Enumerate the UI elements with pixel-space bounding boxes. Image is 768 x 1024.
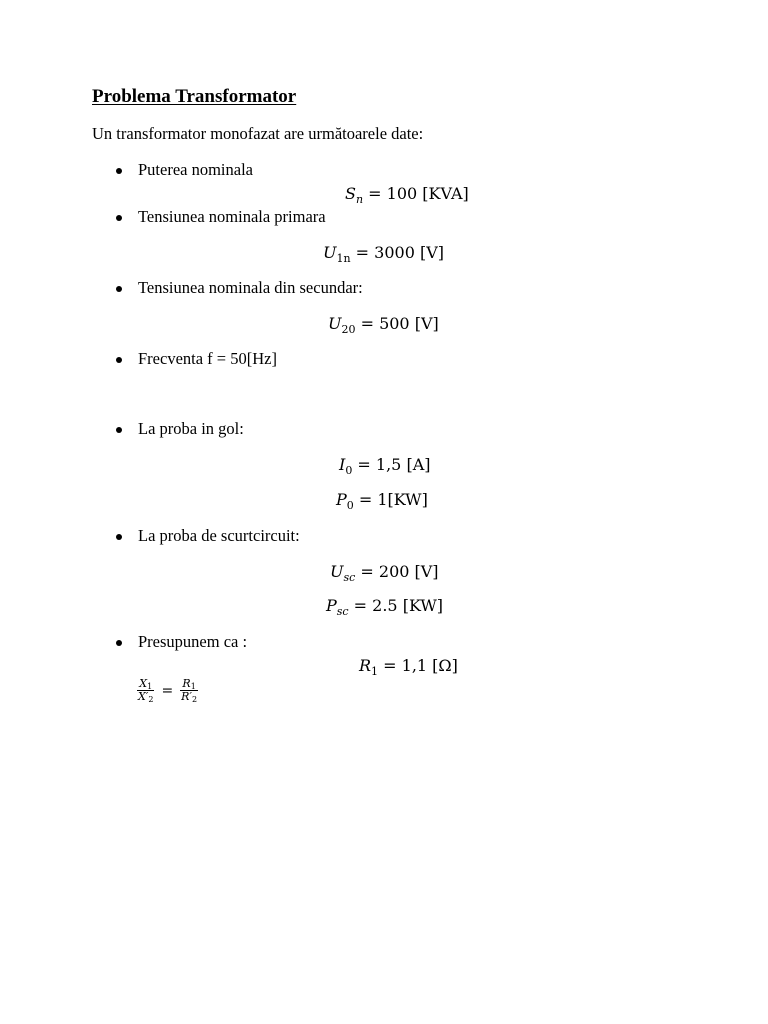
p0-symbol: P [336, 490, 347, 509]
power-symbol: S [345, 184, 356, 203]
ratio-left-num: X [139, 677, 148, 690]
ratio-equals: = [161, 682, 174, 699]
u1n-label: Tensiunea nominala primara [138, 207, 326, 226]
ratio-right-num-sub: 1 [190, 682, 196, 691]
bullet-icon [116, 640, 122, 646]
ratio-left-den: X′ [138, 690, 149, 703]
psc-sub: sc [336, 605, 349, 618]
p0-equation [336, 490, 428, 512]
power-label: Puterea nominala [138, 160, 254, 179]
ratio-equation [137, 678, 198, 703]
usc-equation [330, 562, 439, 584]
power-sub: n [355, 193, 364, 206]
bullet-icon [116, 427, 122, 433]
intro-text: Un transformator monofazat are următoarele date: [92, 124, 424, 143]
ratio-right-num: R [182, 677, 191, 690]
power-rhs: = 100 [KVA] [368, 184, 469, 203]
r1-rhs: = 1,1 [Ω] [383, 656, 458, 675]
r1-symbol: R [359, 656, 372, 675]
i0-sub: 0 [345, 464, 353, 477]
u1n-equation [323, 243, 445, 265]
bullet-icon [116, 286, 122, 292]
ratio-left-den-sub: 2 [148, 695, 154, 704]
usc-rhs: = 200 [V] [360, 562, 439, 581]
u20-sub: 20 [341, 323, 356, 336]
page-title: Problema Transformator [92, 86, 297, 107]
i0-rhs: = 1,5 [A] [357, 455, 431, 474]
ratio-right-den: R′ [181, 690, 192, 703]
bullet-icon [116, 534, 122, 540]
short-circuit-label: La proba de scurtcircuit: [138, 526, 300, 545]
ratio-left-num-sub: 1 [147, 682, 153, 691]
u1n-symbol: U [323, 243, 337, 262]
bullet-icon [116, 168, 122, 174]
u20-symbol: U [328, 314, 342, 333]
psc-equation [326, 596, 444, 618]
r1-sub: 1 [371, 665, 379, 678]
u1n-sub: 1n [336, 252, 351, 265]
ratio-right-fraction [180, 678, 198, 703]
usc-symbol: U [330, 562, 344, 581]
bullet-icon [116, 357, 122, 363]
power-equation [345, 184, 469, 206]
no-load-label: La proba in gol: [138, 419, 244, 438]
psc-rhs: = 2.5 [KW] [353, 596, 444, 615]
i0-symbol: I [339, 455, 346, 474]
r1-equation [359, 656, 458, 678]
ratio-left-fraction [137, 678, 154, 703]
frequency-label: Frecventa f = 50[Hz] [138, 349, 277, 368]
u20-equation [328, 314, 439, 336]
p0-sub: 0 [346, 499, 354, 512]
usc-sub: sc [343, 571, 356, 584]
i0-equation [339, 455, 431, 477]
u1n-rhs: = 3000 [V] [355, 243, 445, 262]
bullet-icon [116, 215, 122, 221]
ratio-right-den-sub: 2 [191, 695, 198, 704]
assumption-label: Presupunem ca : [138, 632, 248, 651]
psc-symbol: P [326, 596, 337, 615]
u20-rhs: = 500 [V] [360, 314, 439, 333]
p0-rhs: = 1[KW] [358, 490, 428, 509]
u20-label: Tensiunea nominala din secundar: [138, 278, 363, 297]
